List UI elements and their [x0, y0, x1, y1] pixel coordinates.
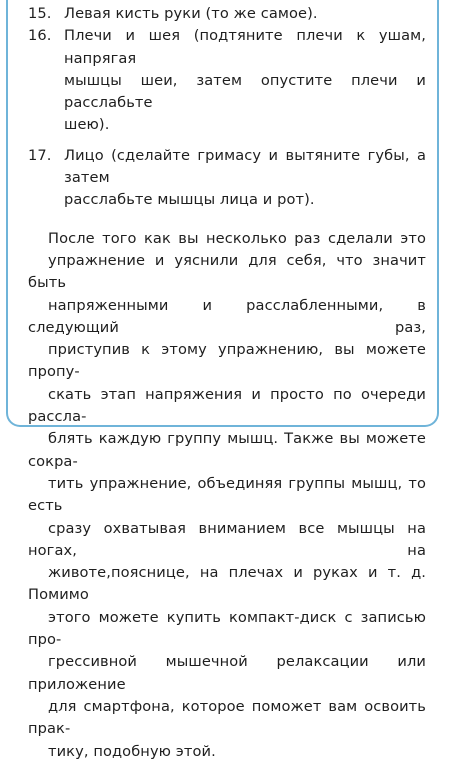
paragraph-line: сразу охватывая вниманием все мышцы на ногах, на	[28, 519, 426, 559]
list-text-line: расслабьте мышцы лица и рот).	[64, 191, 315, 209]
list-text-line: Плечи и шея (подтяните плечи к ушам, напрягая	[64, 27, 426, 67]
paragraph-line: этого можете купить компакт-диск с записью про-	[28, 608, 426, 649]
list-item-16	[28, 25, 426, 136]
list-number: 16.	[28, 27, 52, 45]
list-text-line: Лицо (сделайте гримасу и вытяните губы, а затем	[64, 146, 426, 187]
list-number: 15.	[28, 5, 52, 22]
paragraph-line: После того как вы несколько раз сделали это	[48, 229, 426, 247]
document-body	[28, 3, 426, 763]
list-text-line: Левая кисть руки (то же самое).	[64, 5, 318, 22]
paragraph-line: тить упражнение, объединяя группы мышц, то есть	[28, 474, 426, 515]
paragraph-line: приступив к этому упражнению, вы можете пропу-	[28, 341, 426, 381]
paragraph-line: блять каждую группу мышц. Также вы можете сокра-	[28, 430, 426, 470]
list-text-line: мышцы шеи, затем опустите плечи и расслабьте	[64, 71, 426, 112]
list-item-15	[28, 3, 426, 25]
body-paragraph	[28, 228, 426, 763]
list-number: 17.	[28, 146, 52, 164]
paragraph-line: тику, подобную этой.	[48, 742, 216, 760]
list-text-line: шею).	[64, 116, 110, 134]
paragraph-line: упражнение и уяснили для себя, что значит быть	[28, 251, 426, 292]
paragraph-line: напряженными и расслабленными, в следующий раз,	[28, 296, 426, 336]
paragraph-line: скать этап напряжения и просто по очереди рассла-	[28, 385, 426, 426]
paragraph-line: грессивной мышечной релаксации или приложение	[28, 653, 426, 693]
paragraph-line: для смартфона, которое поможет вам освоить прак-	[28, 697, 426, 738]
list-item-17	[28, 145, 426, 212]
paragraph-line: животе,пояснице, на плечах и руках и т. д. Помимо	[28, 564, 426, 604]
